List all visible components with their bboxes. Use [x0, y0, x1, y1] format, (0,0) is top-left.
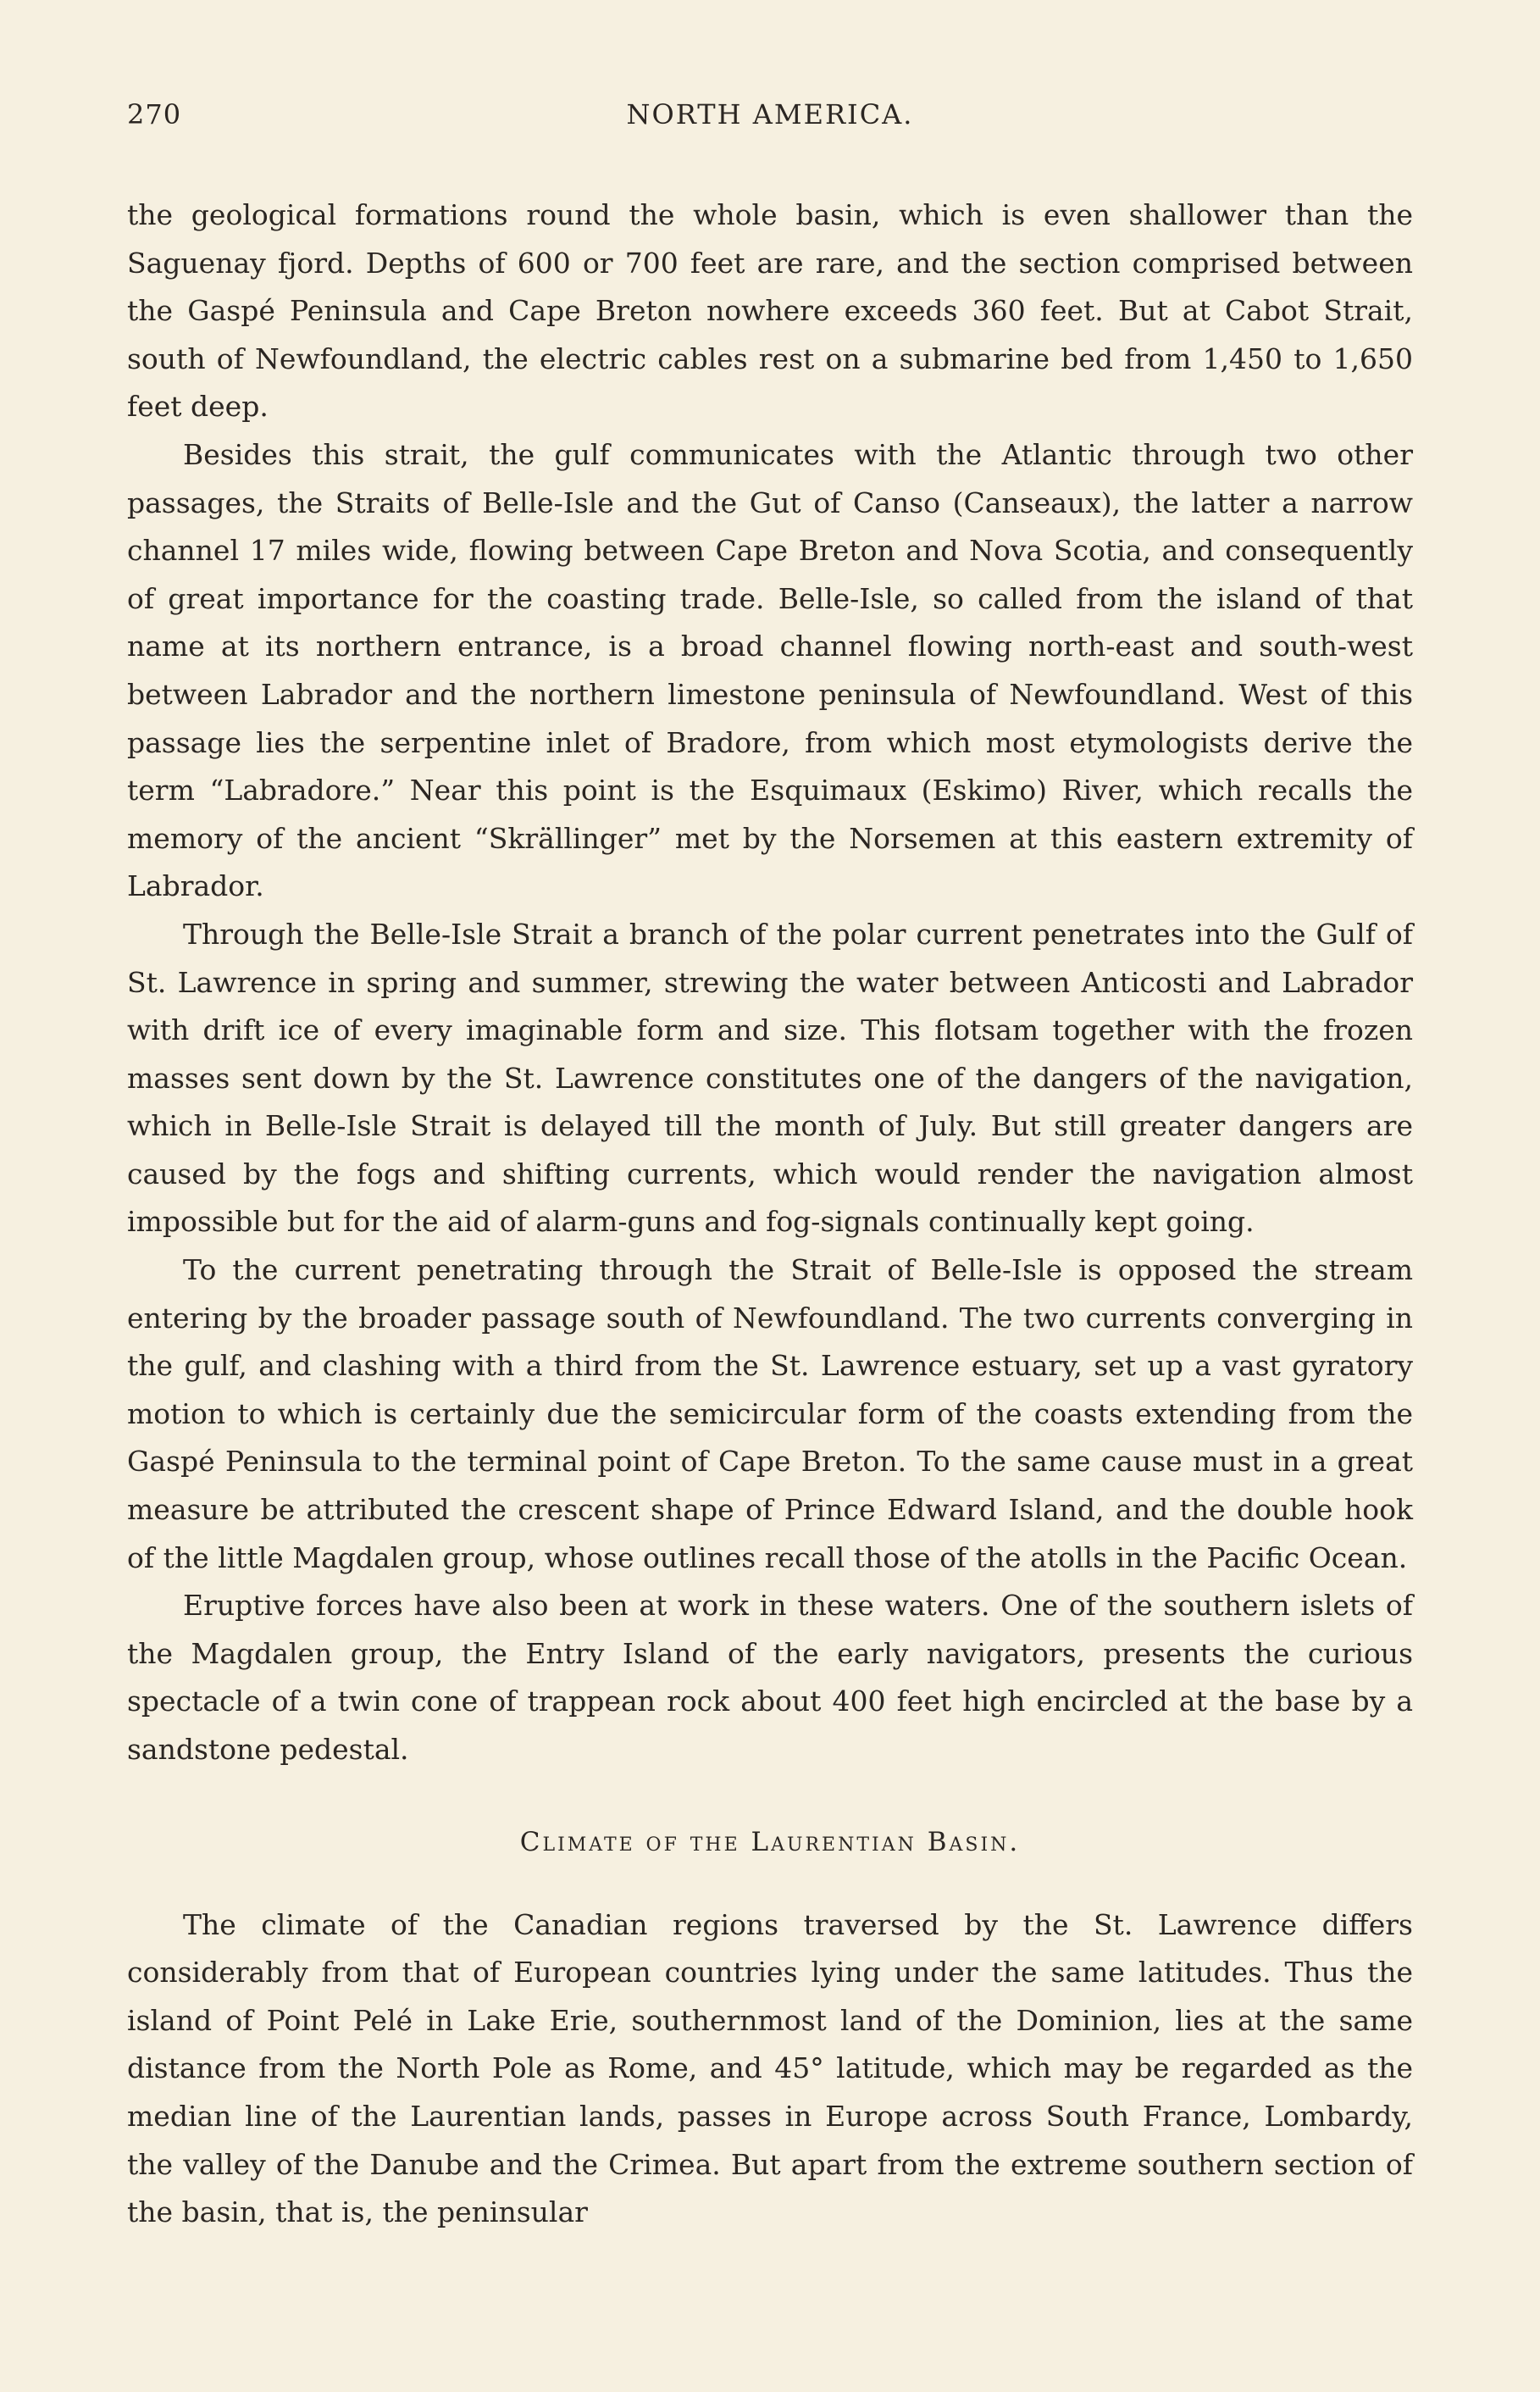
- body-text: [127, 191, 1413, 2237]
- section-paragraph-1: The climate of the Canadian regions traversed by the St. Lawrence differs considerably from that of European countries lying under the same latitudes. Thus the island of Point Pelé in Lake Erie, southernmost land of the Dominion, lies at the same distance from the North Pole as Rome, and 45° latitude, which may be regarded as the median line of the Laurentian lands, passes in Europe across South France, Lombardy, the valley of the Danube and the Crimea. But apart from the extreme southern section of the basin, that is, the peninsular: [127, 1907, 1413, 2229]
- paragraph-5: Eruptive forces have also been at work in these waters. One of the southern islets of the Magdalen group, the Entry Island of the early navigators, presents the curious spectacle of a twin cone of trappean rock about 400 feet high encircled at the base by a sandstone pedestal.: [127, 1589, 1413, 1766]
- paragraph-1: the geological formations round the whole basin, which is even shallower than the Saguenay fjord. Depths of 600 or 700 feet are rare, and the section comprised between the Gaspé Peninsula and Cape Breton nowhere exceeds 360 feet. But at Cabot Strait, south of Newfoundland, the electric cables rest on a submarine bed from 1,450 to 1,650 feet deep.: [127, 198, 1413, 424]
- page-header: [127, 98, 1413, 149]
- paragraph-3: Through the Belle-Isle Strait a branch of the polar current penetrates into the Gulf of St. Lawrence in spring and summer, strewing the water between Anticosti and Labrador with drift ice of every imaginable form and size. This flotsam together with the frozen masses sent down by the St. Lawrence constitutes one of the dangers of the navigation, which in Belle-Isle Strait is delayed till the month of July. But still greater dangers are caused by the fogs and shifting currents, which would render the navigation almost impossible but for the aid of alarm-guns and fog-signals continually kept going.: [127, 917, 1413, 1239]
- paragraph-2: Besides this strait, the gulf communicates with the Atlantic through two other passages, the Straits of Belle-Isle and the Gut of Canso (Canseaux), the latter a narrow channel 17 miles wide, flowing between Cape Breton and Nova Scotia, and consequently of great importance for the coasting trade. Belle-Isle, so called from the island of that name at its northern entrance, is a broad channel flowing north-east and south-west between Labrador and the northern limestone peninsula of Newfoundland. West of this passage lies the serpentine inlet of Bradore, from which most etymologists derive the term “Labradore.” Near this point is the Esquimaux (Eskimo) River, which recalls the memory of the ancient “Skrällinger” met by the Norsemen at this eastern extremity of Labrador.: [127, 437, 1413, 903]
- running-head: NORTH AMERICA.: [626, 98, 914, 130]
- page-number: 270: [127, 98, 182, 130]
- section-heading: Climate of the Laurentian Basin.: [519, 1826, 1021, 1857]
- paragraph-4: To the current penetrating through the Strait of Belle-Isle is opposed the stream entering by the broader passage south of Newfoundland. The two currents converging in the gulf, and clashing with a third from the St. Lawrence estuary, set up a vast gyratory motion to which is certainly due the semicircular form of the coasts extending from the Gaspé Peninsula to the terminal point of Cape Breton. To the same cause must in a great measure be attributed the crescent shape of Prince Edward Island, and the double hook of the little Magdalen group, whose outlines recall those of the atolls in the Pacific Ocean.: [127, 1253, 1413, 1574]
